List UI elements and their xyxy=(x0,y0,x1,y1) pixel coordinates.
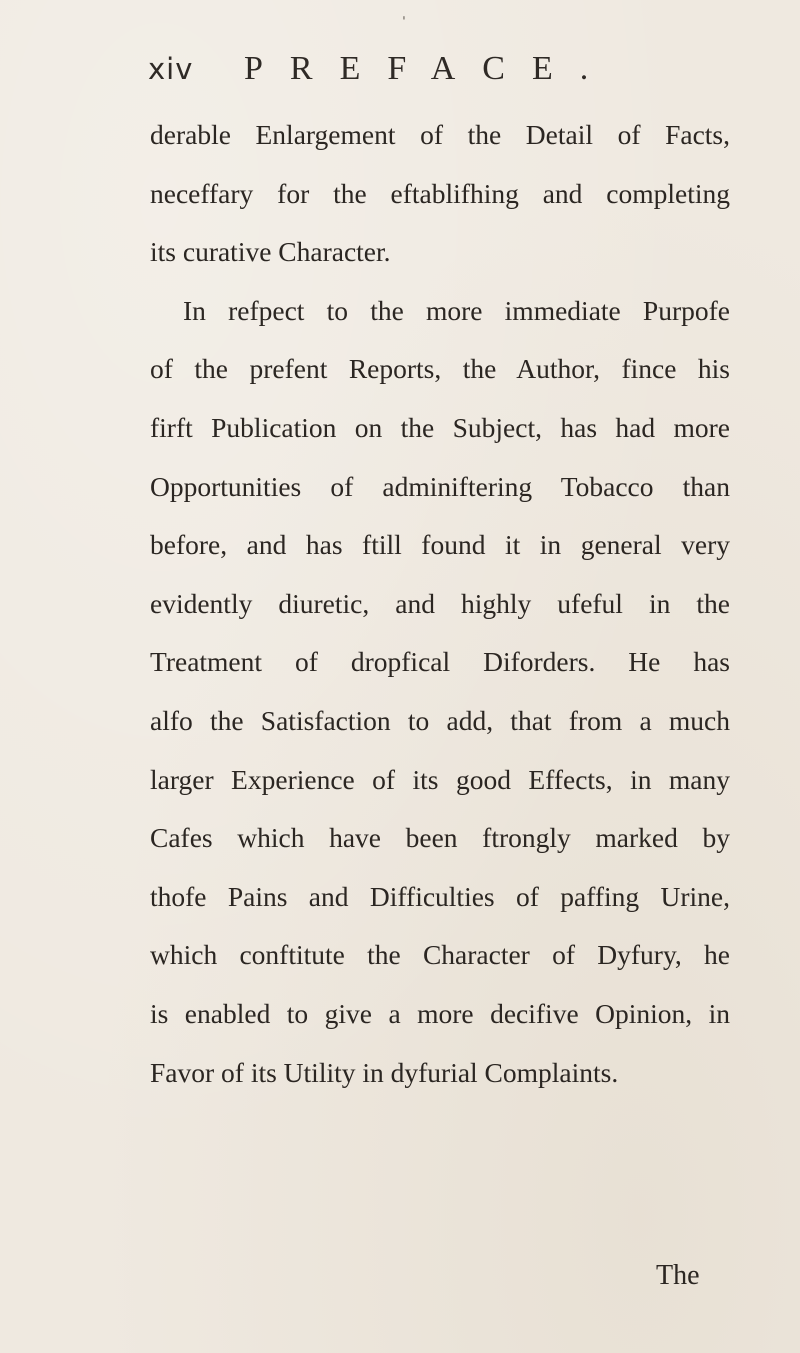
page-header xyxy=(148,50,748,90)
text-line: Opportunities of adminiftering Tobacco than xyxy=(150,470,730,502)
text-line: In refpect to the more immediate Purpofe xyxy=(183,294,730,326)
text-line: larger Experience of its good Effects, in many xyxy=(150,763,730,795)
text-line: Favor of its Utility in dyfurial Complaints. xyxy=(150,1056,619,1088)
text-line: is enabled to give a more decifive Opinion, in xyxy=(150,997,730,1029)
page-number: xiv xyxy=(148,52,194,86)
text-line: thofe Pains and Difficulties of paffing Urine, xyxy=(150,880,730,912)
text-line: firft Publication on the Subject, has had more xyxy=(150,411,730,443)
text-line: its curative Character. xyxy=(150,236,391,268)
text-line: neceffary for the eftablifhing and completing xyxy=(150,177,730,209)
text-line: of the prefent Reports, the Author, fince his xyxy=(150,353,730,385)
text-line: which conftitute the Character of Dyfury, he xyxy=(150,939,730,971)
text-line: Cafes which have been ftrongly marked by xyxy=(150,822,730,854)
text-line: Treatment of dropfical Diforders. He has xyxy=(150,646,730,678)
ink-speck: ˈ xyxy=(402,15,406,31)
running-head: PREFACE. xyxy=(244,50,616,87)
text-line: derable Enlargement of the Detail of Facts, xyxy=(150,119,730,150)
text-line: alfo the Satisfaction to add, that from a much xyxy=(150,704,730,736)
catchword: The xyxy=(656,1260,700,1291)
text-line: evidently diuretic, and highly ufeful in the xyxy=(150,587,730,619)
body-text xyxy=(150,106,730,1102)
text-line: before, and has ftill found it in general very xyxy=(150,529,730,561)
